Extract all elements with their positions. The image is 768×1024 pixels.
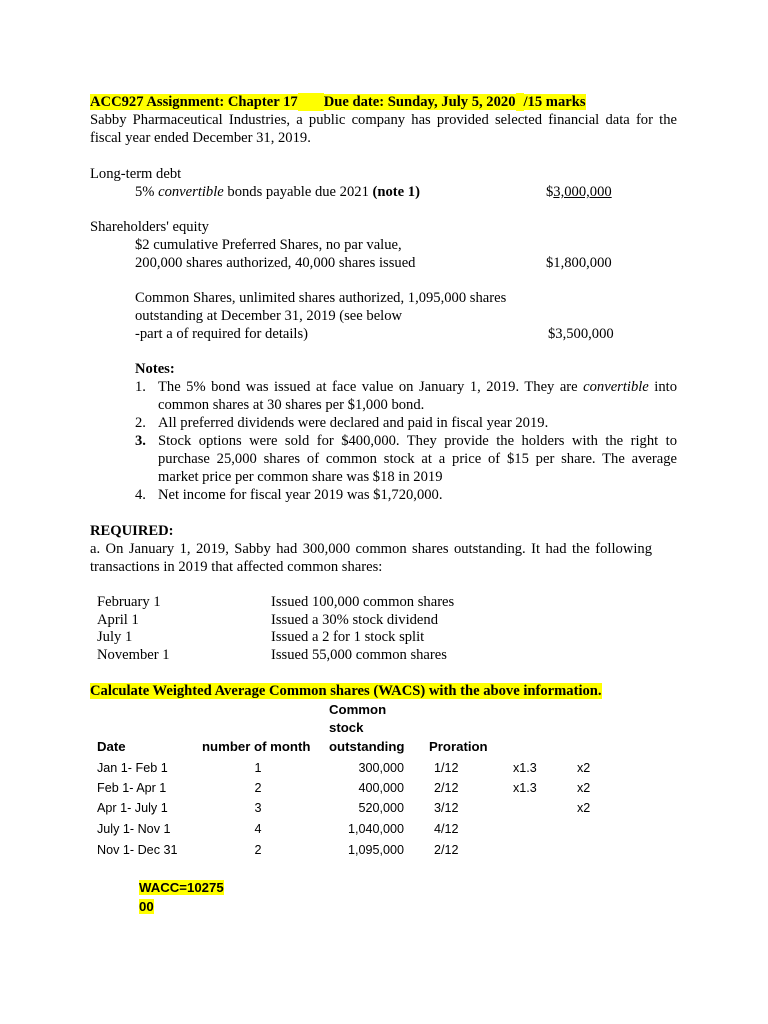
- row-proration: 2/12: [434, 781, 459, 795]
- row-shares: 1,040,000: [347, 822, 404, 836]
- row-shares: 1,095,000: [347, 843, 404, 857]
- header-proration: Proration: [429, 739, 488, 754]
- intro-line-2: fiscal year ended December 31, 2019.: [90, 130, 311, 146]
- row-proration: 4/12: [434, 822, 459, 836]
- required-line-2: transactions in 2019 that affected common shares:: [90, 559, 383, 575]
- transaction-desc: Issued 100,000 common shares: [271, 594, 455, 610]
- row-adj-2: x2: [577, 781, 591, 795]
- header-stock-l3: outstanding: [329, 739, 405, 754]
- common-line-3: -part a of required for details): [135, 326, 309, 342]
- header-stock-l1: Common: [329, 702, 387, 717]
- row-months: 3: [254, 801, 262, 815]
- note-3-line-2: purchase 25,000 shares of common stock at a price of $15 per share. The average: [158, 451, 677, 467]
- calc-instruction: Calculate Weighted Average Common shares (WACS) with the above information.: [90, 683, 602, 699]
- row-months: 2: [254, 843, 262, 857]
- common-amount: $3,500,000: [548, 326, 614, 342]
- ltd-heading: Long-term debt: [90, 166, 182, 182]
- row-shares: 300,000: [358, 761, 404, 775]
- wacc-answer-line-2: 00: [139, 899, 154, 914]
- due-date: Due date: Sunday, July 5, 2020: [323, 94, 516, 110]
- required-heading: REQUIRED:: [90, 523, 174, 539]
- row-date: Nov 1- Dec 31: [97, 843, 178, 857]
- row-proration: 1/12: [434, 761, 459, 775]
- transaction-date: July 1: [97, 629, 133, 645]
- note-4-number: 4.: [135, 487, 146, 503]
- note-2-text: All preferred dividends were declared and paid in fiscal year 2019.: [158, 415, 549, 431]
- transaction-date: November 1: [97, 647, 170, 663]
- header-date: Date: [97, 739, 126, 754]
- row-proration: 3/12: [434, 801, 459, 815]
- pref-line-1: $2 cumulative Preferred Shares, no par value,: [135, 237, 402, 253]
- marks: /15 marks: [523, 94, 586, 110]
- note-3-number: 3.: [135, 433, 146, 449]
- pref-line-2: 200,000 shares authorized, 40,000 shares issued: [135, 255, 416, 271]
- transaction-date: April 1: [97, 612, 139, 628]
- header-stock-l2: stock: [329, 720, 364, 735]
- note-1-line-2: common shares at 30 shares per $1,000 bond.: [158, 397, 425, 413]
- common-line-2: outstanding at December 31, 2019 (see below: [135, 308, 403, 324]
- note-3-line-1: Stock options were sold for $400,000. They provide the holders with the right to: [158, 433, 677, 449]
- row-months: 2: [254, 781, 262, 795]
- note-2-number: 2.: [135, 415, 146, 431]
- intro-line-1: Sabby Pharmaceutical Industries, a public company has provided selected financial data for the: [90, 112, 677, 128]
- transaction-desc: Issued a 30% stock dividend: [271, 612, 438, 628]
- ltd-item: 5% convertible bonds payable due 2021 (note 1): [135, 184, 420, 200]
- row-date: Feb 1- Apr 1: [97, 781, 167, 795]
- row-months: 4: [254, 822, 262, 836]
- row-shares: 520,000: [358, 801, 404, 815]
- equity-heading: Shareholders' equity: [90, 219, 209, 235]
- row-date: Jan 1- Feb 1: [97, 761, 168, 775]
- row-date: July 1- Nov 1: [97, 822, 171, 836]
- row-months: 1: [254, 761, 262, 775]
- transaction-date: February 1: [97, 594, 161, 610]
- note-1-number: 1.: [135, 379, 146, 395]
- course-title: ACC927 Assignment: Chapter 17: [90, 94, 298, 110]
- required-line-1: a. On January 1, 2019, Sabby had 300,000 common shares outstanding. It had the following: [90, 541, 652, 557]
- common-line-1: Common Shares, unlimited shares authorized, 1,095,000 shares: [135, 290, 507, 306]
- row-shares: 400,000: [358, 781, 404, 795]
- row-proration: 2/12: [434, 843, 459, 857]
- notes-heading: Notes:: [135, 361, 175, 377]
- note-4-text: Net income for fiscal year 2019 was $1,720,000.: [158, 487, 443, 503]
- row-adj-1: x1.3: [513, 761, 537, 775]
- row-adj-1: x1.3: [513, 781, 537, 795]
- row-adj-2: x2: [577, 761, 591, 775]
- row-adj-2: x2: [577, 801, 591, 815]
- note-3-line-3: market price per common share was $18 in 2019: [158, 469, 443, 485]
- pref-amount: $1,800,000: [546, 255, 612, 271]
- assignment-header: [90, 93, 586, 111]
- row-date: Apr 1- July 1: [97, 801, 168, 815]
- transaction-desc: Issued a 2 for 1 stock split: [271, 629, 425, 645]
- transaction-desc: Issued 55,000 common shares: [271, 647, 447, 663]
- ltd-amount: $3,000,000: [546, 184, 612, 200]
- header-months: number of month: [202, 739, 311, 754]
- note-1-line-1: The 5% bond was issued at face value on January 1, 2019. They are convertible into: [158, 379, 677, 395]
- wacc-answer-line-1: WACC=10275: [139, 880, 224, 895]
